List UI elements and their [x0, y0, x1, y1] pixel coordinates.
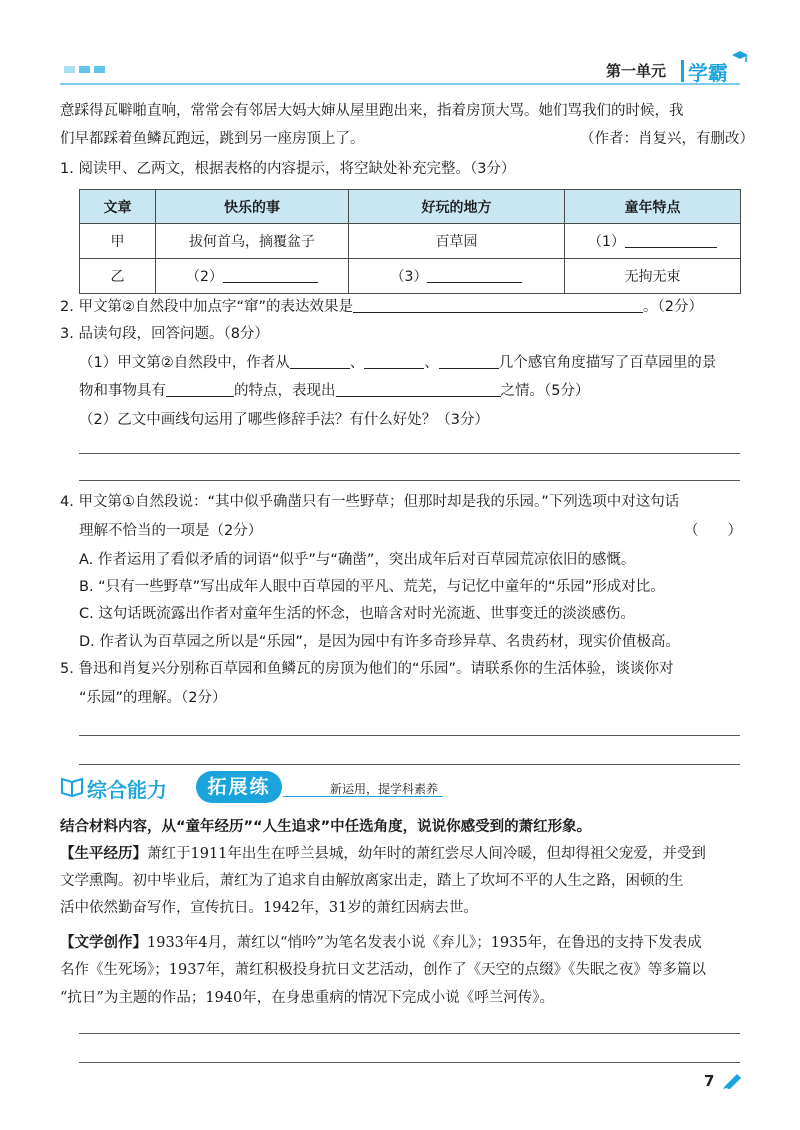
- q4-option-b: B. “只有一些野草”写出成年人眼中百草园的平凡、荒芜，与记忆中童年的“乐园”形成对比。: [79, 579, 665, 595]
- q4-option-c: C. 这句话既流露出作者对童年生活的怀念，也暗含对时光流逝、世事变迁的淡淡感伤。: [79, 606, 635, 622]
- q3-blank-sense-2[interactable]: [364, 354, 424, 369]
- th-place: 好玩的地方: [349, 190, 565, 224]
- section-badge: 拓展练: [196, 771, 282, 803]
- passage-line-2: 们早都踩着鱼鳞瓦跑远，跳到另一座房顶上了。: [60, 131, 365, 147]
- task-prompt: 结合材料内容，从“童年经历”“人生追求”中任选角度，说说你感受到的萧红形象。: [60, 819, 592, 835]
- cell-article: 乙: [80, 259, 156, 294]
- q3-separator: 、: [349, 355, 365, 371]
- q4-option-a: A. 作者运用了看似矛盾的词语“似乎”与“确凿”，突出成年后对百草园荒凉依旧的感慨。: [79, 552, 636, 568]
- bio-line-2: 文学熏陶。初中毕业后，萧红为了追求自由解放离家出走，踏上了坎坷不平的人生之路，困顿的生: [60, 873, 684, 889]
- q2-line: [60, 297, 703, 317]
- pencil-icon: [722, 1071, 744, 1089]
- bio-text: 萧红于1911年出生在呼兰县城，幼年时的萧红尝尽人间冷暖，但却得祖父宠爱，并受到: [147, 846, 706, 862]
- answer-blank-2[interactable]: [223, 268, 318, 283]
- answer-line[interactable]: [79, 1062, 740, 1063]
- header-rule: [60, 83, 740, 85]
- blank-label-3: （3）: [390, 269, 428, 285]
- q3-separator: 、: [424, 355, 439, 371]
- cell-article: 甲: [80, 224, 156, 259]
- q3-text: 之情。（5分）: [500, 383, 590, 399]
- answer-line[interactable]: [79, 453, 740, 454]
- q3-text: （1）甲文第②自然段中，作者从: [79, 355, 290, 371]
- q2-score: 。（2分）: [642, 299, 703, 315]
- cell-trait: 无拘无束: [565, 259, 741, 294]
- cell-trait-answer[interactable]: [565, 224, 741, 259]
- cell-happy-answer[interactable]: [156, 259, 349, 294]
- q3-part2: （2）乙文中画线句运用了哪些修辞手法？有什么好处？（3分）: [79, 412, 489, 428]
- q4-answer-bracket[interactable]: （ ）: [684, 523, 742, 539]
- section-title: 综合能力: [87, 778, 167, 802]
- q3-blank-emotion[interactable]: [336, 382, 501, 397]
- lit-line-2: 名作《生死场》；1937年，萧红积极投身抗日文艺活动，创作了《天空的点缀》《失眠之夜》等多篇以: [60, 962, 706, 978]
- q3-text: 物和事物具有: [79, 383, 166, 399]
- q4-line-1: 4. 甲文第①自然段说：“其中似乎确凿只有一些野草；但那时却是我的乐园。”下列选项中对这句话: [60, 494, 680, 510]
- answer-line[interactable]: [79, 764, 740, 765]
- lit-line-3: “抗日”为主题的作品；1940年，在身患重病的情况下完成小说《呼兰河传》。: [60, 990, 554, 1006]
- cell-place-answer[interactable]: [349, 259, 565, 294]
- passage-line-1: 意踩得瓦噼啪直响，常常会有邻居大妈大婶从屋里跑出来，指着房顶大骂。她们骂我们的时候，我: [60, 103, 684, 119]
- th-happy: 快乐的事: [156, 190, 349, 224]
- page-number: 7: [704, 1072, 715, 1090]
- q3-blank-sense-1[interactable]: [290, 354, 350, 369]
- answer-line[interactable]: [79, 735, 740, 736]
- th-trait: 童年特点: [565, 190, 741, 224]
- table-row: [80, 259, 741, 294]
- q3-text: 的特点，表现出: [234, 383, 336, 399]
- answer-line[interactable]: [79, 480, 740, 481]
- th-article: 文章: [80, 190, 156, 224]
- blank-label-2: （2）: [186, 269, 223, 285]
- brand-logo: 学霸: [688, 61, 728, 85]
- header-separator: [681, 60, 684, 82]
- header-decoration: [64, 66, 105, 73]
- q1-stem: 1. 阅读甲、乙两文，根据表格的内容提示，将空缺处补充完整。（3分）: [60, 161, 516, 177]
- q3-stem: 3. 品读句段，回答问题。（8分）: [60, 326, 269, 342]
- lit-tag: 【文学创作】: [60, 935, 147, 951]
- q1-table: [79, 189, 741, 294]
- q3-blank-feature[interactable]: [166, 382, 234, 397]
- bio-line-3: 活中依然勤奋写作，宣传抗日。1942年，31岁的萧红因病去世。: [60, 900, 478, 916]
- q4-line-2: 理解不恰当的一项是（2分）: [79, 523, 263, 539]
- book-icon: [60, 775, 86, 799]
- q2-prompt: 2. 甲文第②自然段中加点字“窜”的表达效果是: [60, 299, 353, 315]
- q3-part1-line1: [79, 353, 716, 373]
- lit-line-1: [60, 933, 702, 953]
- section-subtitle: 新运用，提学科素养: [330, 782, 439, 796]
- passage-source: （作者：肖复兴，有删改）: [580, 131, 754, 147]
- q4-option-d: D. 作者认为百草园之所以是“乐园”，是因为园中有许多奇珍异草、名贵药材，现实价值极高。: [79, 634, 680, 650]
- answer-blank-1[interactable]: [625, 233, 717, 248]
- table-row: [80, 224, 741, 259]
- q3-part1-line2: [79, 381, 589, 401]
- answer-line[interactable]: [79, 1033, 740, 1034]
- bio-line-1: [60, 844, 706, 864]
- q5-line-1: 5. 鲁迅和肖复兴分别称百草园和鱼鳞瓦的房顶为他们的“乐园”。请联系你的生活体验，谈谈你对: [60, 661, 674, 677]
- blank-label-1: （1）: [588, 234, 625, 250]
- q3-text: 几个感官角度描写了百草园里的景: [498, 355, 717, 371]
- q3-blank-sense-3[interactable]: [439, 354, 499, 369]
- cell-place: 百草园: [349, 224, 565, 259]
- bio-tag: 【生平经历】: [60, 846, 147, 862]
- graduation-cap-icon: [732, 50, 748, 64]
- answer-blank-3[interactable]: [427, 268, 522, 283]
- q2-answer-blank[interactable]: [353, 298, 643, 313]
- unit-label: 第一单元: [606, 62, 667, 80]
- q5-line-2: “乐园”的理解。（2分）: [79, 690, 227, 706]
- lit-text: 1933年4月，萧红以“悄吟”为笔名发表小说《弃儿》；1935年，在鲁迅的支持下发表成: [147, 935, 702, 951]
- cell-happy: 拔何首乌，摘覆盆子: [156, 224, 349, 259]
